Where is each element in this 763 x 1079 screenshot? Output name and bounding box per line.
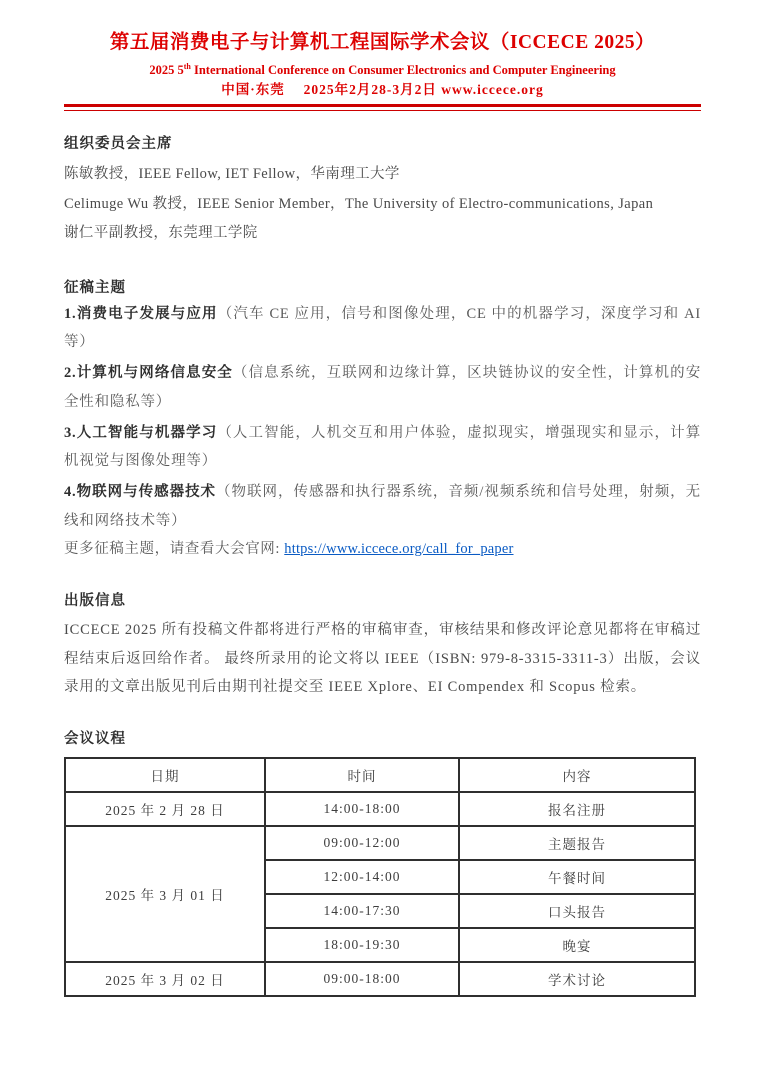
conference-title-cn: 第五届消费电子与计算机工程国际学术会议（ICCECE 2025） bbox=[109, 32, 656, 53]
agenda-date-cell: 2025 年 3 月 02 日 bbox=[65, 962, 265, 996]
committee-member: 谢仁平副教授，东莞理工学院 bbox=[64, 225, 258, 242]
topic-item bbox=[64, 359, 701, 416]
section-committee bbox=[64, 132, 701, 249]
agenda-time-cell: 14:00-18:00 bbox=[265, 792, 459, 826]
header-double-rule bbox=[64, 104, 701, 111]
agenda-col-time: 时间 bbox=[265, 758, 459, 792]
table-row bbox=[65, 826, 695, 860]
topic-item-detail: （人工智能，人机交互和用户体验，虚拟现实，增强现实和显示，计算机视觉与图像处理等） bbox=[64, 424, 701, 470]
topic-item-title: 2.计算机与网络信息安全 bbox=[64, 365, 233, 382]
topics-heading: 征稿主题 bbox=[64, 279, 126, 296]
committee-member-list bbox=[64, 160, 701, 249]
table-row bbox=[65, 792, 695, 826]
topic-item-detail: （汽车 CE 应用，信号和图像处理，CE 中的机器学习，深度学习和 AI 等） bbox=[64, 305, 701, 350]
agenda-content-cell: 主题报告 bbox=[459, 826, 695, 860]
agenda-time-cell: 09:00-12:00 bbox=[265, 826, 459, 860]
topic-item-title: 1.消费电子发展与应用 bbox=[64, 305, 218, 322]
conference-location-date: 中国·东莞 2025年2月28-3月2日 www.iccece.org bbox=[221, 82, 544, 98]
agenda-content-cell: 学术讨论 bbox=[459, 962, 695, 996]
topic-item bbox=[64, 478, 701, 535]
agenda-time-cell: 14:00-17:30 bbox=[265, 894, 459, 928]
topic-item bbox=[64, 300, 701, 357]
title-en-ordinal: th bbox=[183, 62, 191, 71]
committee-member: 陈敏教授，IEEE Fellow, IET Fellow，华南理工大学 bbox=[64, 166, 400, 183]
section-publication bbox=[64, 589, 701, 701]
agenda-content-cell: 晚宴 bbox=[459, 928, 695, 962]
agenda-date-cell: 2025 年 2 月 28 日 bbox=[65, 792, 265, 826]
more-topics-line bbox=[64, 535, 701, 563]
agenda-time-cell: 09:00-18:00 bbox=[265, 962, 459, 996]
topic-item-title: 4.物联网与传感器技术 bbox=[64, 484, 217, 501]
conference-title-en bbox=[64, 58, 701, 79]
committee-heading: 组织委员会主席 bbox=[64, 136, 173, 153]
title-en-prefix: 2025 5 bbox=[149, 63, 184, 78]
agenda-col-content: 内容 bbox=[459, 758, 695, 792]
title-en-suffix: International Conference on Consumer Electronics and Computer Engineering bbox=[190, 63, 616, 78]
section-topics bbox=[64, 276, 701, 564]
call-for-paper-link[interactable]: https://www.iccece.org/call_for_paper bbox=[284, 541, 514, 558]
agenda-content-cell: 报名注册 bbox=[459, 792, 695, 826]
letterhead bbox=[64, 30, 701, 111]
agenda-heading: 会议议程 bbox=[64, 731, 126, 748]
topic-item-detail: （信息系统，互联网和边缘计算，区块链协议的安全性，计算机的安全性和隐私等） bbox=[64, 365, 701, 410]
agenda-content-cell: 午餐时间 bbox=[459, 860, 695, 894]
topic-item-title: 3.人工智能与机器学习 bbox=[64, 424, 218, 441]
agenda-time-cell: 18:00-19:30 bbox=[265, 928, 459, 962]
publication-heading: 出版信息 bbox=[64, 593, 126, 610]
agenda-table bbox=[64, 757, 696, 997]
topic-item bbox=[64, 419, 701, 476]
agenda-date-cell: 2025 年 3 月 01 日 bbox=[65, 826, 265, 962]
publication-body: ICCECE 2025 所有投稿文件都将进行严格的审稿审查，审核结果和修改评论意见都将在审稿过程结束后返回给作者。 最终所录用的论文将以 IEEE（ISBN: 979-8-3315-3311-3）出版，会议录用的文章出版见刊后由期刊社提交至 IEEE Xplore、EI Compendex 和 Scopus 检索。 bbox=[64, 622, 701, 695]
committee-member: Celimuge Wu 教授，IEEE Senior Member，The University of Electro-communications, Japan bbox=[64, 195, 654, 212]
agenda-col-date: 日期 bbox=[65, 758, 265, 792]
agenda-content-cell: 口头报告 bbox=[459, 894, 695, 928]
more-topics-prefix: 更多征稿主题，请查看大会官网: bbox=[64, 541, 285, 558]
section-agenda bbox=[64, 727, 701, 997]
table-row bbox=[65, 962, 695, 996]
agenda-time-cell: 12:00-14:00 bbox=[265, 860, 459, 894]
topic-item-detail: （物联网，传感器和执行器系统，音频/视频系统和信号处理，射频，无线和网络技术等） bbox=[64, 484, 701, 529]
agenda-header-row bbox=[65, 758, 695, 792]
